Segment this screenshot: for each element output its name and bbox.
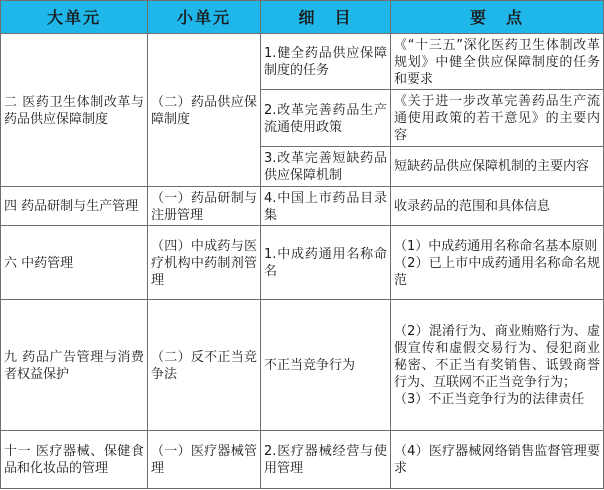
cell-detail: 2.改革完善药品生产流通使用政策 [261,90,391,146]
table-row [1,187,604,226]
header-big-unit: 大单元 [1,1,148,34]
cell-detail: 1.健全药品供应保障制度的任务 [261,34,391,90]
header-key-points: 要 点 [391,1,604,34]
header-small-unit: 小单元 [148,1,261,34]
header-row [1,1,604,34]
table-row [1,431,604,489]
key-point-line: （2）已上市中成药通用名称命名规范 [394,255,600,288]
key-point-line: （3）不正当竞争行为的法律责任 [394,392,585,408]
cell-detail: 1.中成药通用名称命名 [261,226,391,300]
cell-small-unit: （四）中成药与医疗机构中药制剂管理 [148,226,261,300]
cell-big-unit: 十一 医疗器械、保健食品和化妆品的管理 [1,431,148,489]
cell-detail: 3.改革完善短缺药品供应保障机制 [261,146,391,186]
cell-big-unit: 九 药品广告管理与消费者权益保护 [1,299,148,430]
cell-key-point: 短缺药品供应保障机制的主要内容 [391,146,604,186]
header-detail: 细 目 [261,1,391,34]
cell-detail: 不正当竞争行为 [261,299,391,430]
cell-key-point: （4）医疗器械网络销售监督管理要求 [391,431,604,489]
cell-small-unit: （一）药品研制与注册管理 [148,187,261,226]
cell-small-unit: （二）药品供应保障制度 [148,34,261,187]
cell-big-unit: 四 药品研制与生产管理 [1,187,148,226]
cell-detail: 4.中国上市药品目录集 [261,187,391,226]
table-row [1,34,604,90]
cell-big-unit: 二 医药卫生体制改革与药品供应保障制度 [1,34,148,187]
cell-key-point [391,299,604,430]
cell-key-point: 《“十三五”深化医药卫生体制改革规划》中健全供应保障制度的任务和要求 [391,34,604,90]
cell-big-unit: 六 中药管理 [1,226,148,300]
cell-key-point [391,226,604,300]
cell-detail: 2.医疗器械经营与使用管理 [261,431,391,489]
key-point-line: （2）混淆行为、商业贿赂行为、虚假宣传和虚假交易行为、侵犯商业秘密、不正当有奖销售、诋毁商誉行为、互联网不正当竞争行为； [394,324,600,391]
table-row [1,226,604,300]
key-point-line: （1）中成药通用名称命名基本原则 [394,238,598,254]
cell-key-point: 收录药品的范围和具体信息 [391,187,604,226]
cell-small-unit: （一）医疗器械管理 [148,431,261,489]
table-row [1,299,604,430]
cell-key-point: 《关于进一步改革完善药品生产流通使用政策的若干意见》的主要内容 [391,90,604,146]
cell-small-unit: （二）反不正当竞争法 [148,299,261,430]
